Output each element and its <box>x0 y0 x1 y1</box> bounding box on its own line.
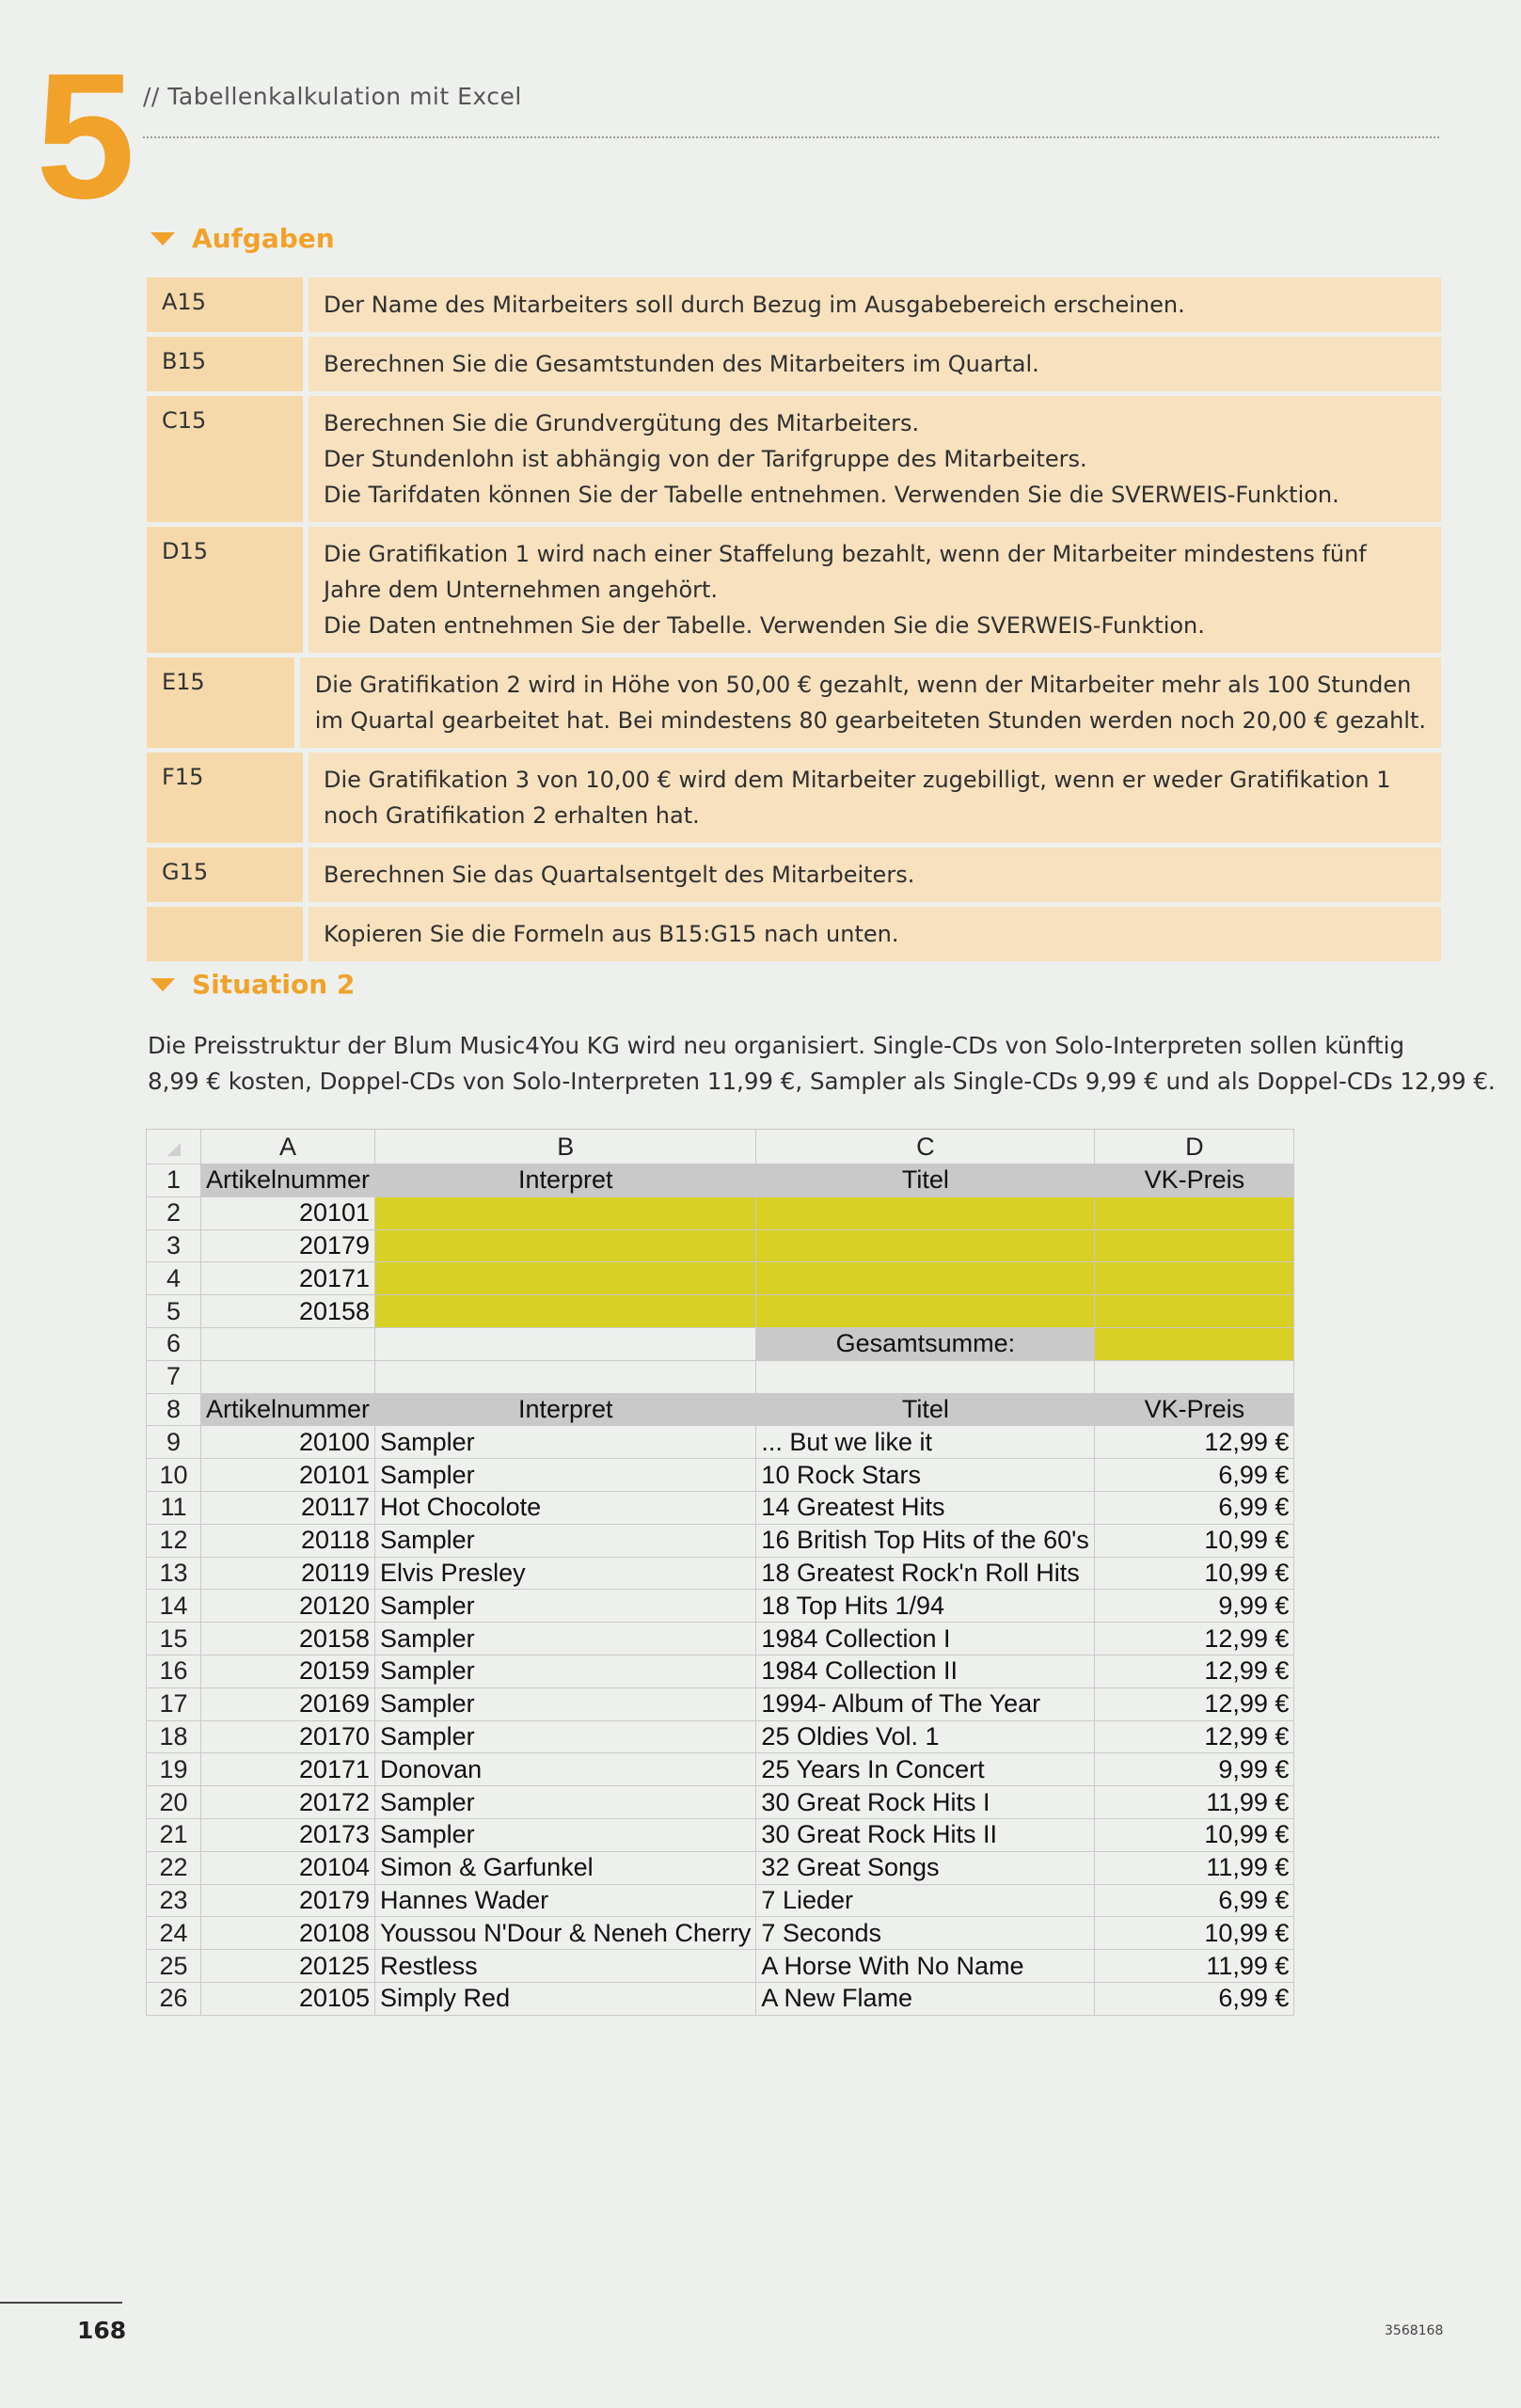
cell-titel[interactable]: 25 Years In Concert <box>756 1753 1095 1786</box>
cell-vk-preis[interactable]: 12,99 € <box>1095 1623 1294 1656</box>
cell-interpret-input[interactable] <box>375 1295 756 1328</box>
cell-artikelnummer[interactable]: 20173 <box>201 1818 375 1851</box>
task-row <box>147 657 1441 748</box>
row-header[interactable]: 16 <box>147 1655 201 1687</box>
task-description-line: Berechnen Sie die Grundvergütung des Mitarbeiters. <box>324 410 920 436</box>
cell-artikelnummer[interactable]: 20101 <box>201 1196 375 1229</box>
row-header[interactable]: 18 <box>147 1720 201 1753</box>
row-header[interactable]: 20 <box>147 1786 201 1819</box>
row-header[interactable]: 10 <box>147 1459 201 1492</box>
sheet-row <box>147 1196 1294 1229</box>
header-cell-vk-preis[interactable]: VK-Preis <box>1095 1393 1294 1426</box>
header-cell-interpret[interactable]: Interpret <box>375 1393 756 1426</box>
column-header-c[interactable]: C <box>756 1130 1095 1164</box>
task-description-line: Der Name des Mitarbeiters soll durch Bezug im Ausgabebereich erscheinen. <box>324 292 1185 318</box>
task-description <box>309 907 1441 961</box>
task-row <box>147 337 1441 391</box>
aufgaben-heading <box>151 223 335 254</box>
task-description-line: Die Gratifikation 3 von 10,00 € wird dem Mitarbeiter zugebilligt, wenn er weder Gratifikation 1 <box>324 767 1391 793</box>
sheet-row <box>147 1851 1294 1884</box>
sheet-row <box>147 1262 1294 1295</box>
task-description-line: Jahre dem Unternehmen angehört. <box>324 577 719 603</box>
cell-artikelnummer[interactable]: 20170 <box>201 1720 375 1753</box>
cell-titel[interactable]: ... But we like it <box>756 1426 1095 1459</box>
sheet-row <box>147 1917 1294 1950</box>
cell-artikelnummer[interactable]: 20158 <box>201 1623 375 1656</box>
row-header[interactable]: 7 <box>147 1360 201 1393</box>
triangle-down-icon <box>151 978 175 991</box>
row-header[interactable]: 3 <box>147 1229 201 1262</box>
cell-interpret[interactable]: Sampler <box>375 1459 756 1492</box>
sheet-row <box>147 1884 1294 1917</box>
cell-gesamtsumme-label[interactable]: Gesamtsumme: <box>756 1327 1095 1360</box>
sheet-row <box>147 1295 1294 1328</box>
sheet-row <box>147 1982 1294 2015</box>
cell-vk-preis[interactable]: 11,99 € <box>1095 1851 1294 1884</box>
cell-artikelnummer[interactable]: 20171 <box>201 1262 375 1295</box>
row-header[interactable]: 26 <box>147 1982 201 2015</box>
task-row <box>147 907 1441 961</box>
sheet-row <box>147 1229 1294 1262</box>
header-cell-artikelnummer[interactable]: Artikelnummer <box>201 1393 375 1426</box>
cell-interpret[interactable]: Sampler <box>375 1524 756 1557</box>
sheet-row <box>147 1720 1294 1753</box>
cell-interpret[interactable]: Simply Red <box>375 1982 756 2015</box>
cell-vk-preis[interactable]: 12,99 € <box>1095 1687 1294 1720</box>
cell-vk-preis[interactable]: 6,99 € <box>1095 1459 1294 1492</box>
sheet-row <box>147 1557 1294 1590</box>
situation-heading-label: Situation 2 <box>192 969 356 1000</box>
task-cell-ref: G15 <box>147 848 303 902</box>
cell-interpret[interactable]: Sampler <box>375 1687 756 1720</box>
row-header[interactable]: 5 <box>147 1295 201 1328</box>
cell-artikelnummer[interactable]: 20108 <box>201 1917 375 1950</box>
cell-vk-preis[interactable]: 10,99 € <box>1095 1818 1294 1851</box>
sheet-row <box>147 1426 1294 1459</box>
task-row <box>147 848 1441 902</box>
task-cell-ref: B15 <box>147 337 303 391</box>
task-description-line: Die Gratifikation 2 wird in Höhe von 50,00 € gezahlt, wenn der Mitarbeiter mehr als 100 Stunden <box>314 672 1412 698</box>
task-cell-ref: C15 <box>147 396 303 522</box>
cell-interpret[interactable]: Hannes Wader <box>375 1884 756 1917</box>
situation-heading <box>151 969 355 1000</box>
cell-interpret[interactable]: Sampler <box>375 1590 756 1623</box>
sheet-row <box>147 1327 1294 1360</box>
sheet-row <box>147 1818 1294 1851</box>
cell-artikelnummer[interactable]: 20120 <box>201 1590 375 1623</box>
row-header[interactable]: 23 <box>147 1884 201 1917</box>
task-cell-ref: D15 <box>147 527 303 653</box>
cell-titel[interactable]: 30 Great Rock Hits II <box>756 1818 1095 1851</box>
task-cell-ref: A15 <box>147 277 303 332</box>
task-description-line: Berechnen Sie die Gesamtstunden des Mitarbeiters im Quartal. <box>324 351 1039 377</box>
row-header[interactable]: 4 <box>147 1262 201 1295</box>
situation-line: 8,99 € kosten, Doppel-CDs von Solo-Interpreten 11,99 €, Sampler als Single-CDs 9,99 € und als Doppel-CDs 12,99 €. <box>148 1068 1496 1095</box>
row-header[interactable]: 19 <box>147 1753 201 1786</box>
cell-vk-preis-input[interactable] <box>1095 1196 1294 1229</box>
sheet-row <box>147 1655 1294 1687</box>
sheet-row <box>147 1786 1294 1819</box>
cell-vk-preis[interactable]: 12,99 € <box>1095 1426 1294 1459</box>
task-description-line: Der Stundenlohn ist abhängig von der Tarifgruppe des Mitarbeiters. <box>324 446 1087 472</box>
task-row <box>147 752 1441 843</box>
task-description <box>309 752 1441 843</box>
cell-titel[interactable]: 14 Greatest Hits <box>756 1491 1095 1524</box>
cell-artikelnummer[interactable]: 20172 <box>201 1786 375 1819</box>
row-header[interactable]: 17 <box>147 1687 201 1720</box>
cell-artikelnummer[interactable]: 20179 <box>201 1884 375 1917</box>
row-header[interactable]: 13 <box>147 1557 201 1590</box>
task-description <box>309 277 1441 332</box>
task-row <box>147 527 1441 653</box>
row-header[interactable]: 2 <box>147 1196 201 1229</box>
task-cell-ref <box>147 907 303 961</box>
cell-vk-preis[interactable]: 6,99 € <box>1095 1884 1294 1917</box>
situation-line: Die Preisstruktur der Blum Music4You KG wird neu organisiert. Single-CDs von Solo-Interpreten sollen künftig <box>148 1032 1405 1059</box>
running-header: // Tabellenkalkulation mit Excel <box>143 83 522 110</box>
row-header[interactable]: 11 <box>147 1491 201 1524</box>
sheet-row <box>147 1491 1294 1524</box>
task-description <box>309 848 1441 902</box>
header-cell-titel[interactable]: Titel <box>756 1164 1095 1197</box>
cell-titel[interactable]: 30 Great Rock Hits I <box>756 1786 1095 1819</box>
cell-empty[interactable] <box>201 1327 375 1360</box>
cell-vk-preis[interactable]: 9,99 € <box>1095 1753 1294 1786</box>
cell-interpret[interactable]: Sampler <box>375 1426 756 1459</box>
cell-titel[interactable]: 18 Greatest Rock'n Roll Hits <box>756 1557 1095 1590</box>
cell-vk-preis[interactable]: 6,99 € <box>1095 1982 1294 2015</box>
cell-interpret-input[interactable] <box>375 1196 756 1229</box>
cell-interpret[interactable]: Sampler <box>375 1786 756 1819</box>
cell-vk-preis[interactable]: 10,99 € <box>1095 1917 1294 1950</box>
sheet-corner[interactable] <box>147 1130 201 1164</box>
row-header[interactable]: 24 <box>147 1917 201 1950</box>
cell-vk-preis[interactable]: 12,99 € <box>1095 1655 1294 1687</box>
cell-titel[interactable]: A Horse With No Name <box>756 1950 1095 1983</box>
cell-artikelnummer[interactable]: 20117 <box>201 1491 375 1524</box>
cell-interpret[interactable]: Sampler <box>375 1623 756 1656</box>
row-header[interactable]: 9 <box>147 1426 201 1459</box>
tasks-table <box>147 277 1441 966</box>
cell-interpret[interactable]: Restless <box>375 1950 756 1983</box>
header-cell-interpret[interactable]: Interpret <box>375 1164 756 1197</box>
cell-artikelnummer[interactable]: 20158 <box>201 1295 375 1328</box>
task-row <box>147 277 1441 332</box>
cell-interpret[interactable]: Donovan <box>375 1753 756 1786</box>
task-description-line: noch Gratifikation 2 erhalten hat. <box>324 802 700 829</box>
cell-artikelnummer[interactable]: 20101 <box>201 1459 375 1492</box>
cell-vk-preis[interactable]: 9,99 € <box>1095 1590 1294 1623</box>
task-row <box>147 396 1441 522</box>
cell-vk-preis[interactable]: 10,99 € <box>1095 1557 1294 1590</box>
task-description-line: Berechnen Sie das Quartalsentgelt des Mitarbeiters. <box>324 862 915 888</box>
task-cell-ref: F15 <box>147 752 303 843</box>
cell-empty[interactable] <box>756 1360 1095 1393</box>
cell-titel[interactable]: 7 Seconds <box>756 1917 1095 1950</box>
task-description <box>309 337 1441 391</box>
task-description-line: im Quartal gearbeitet hat. Bei mindestens 80 gearbeiteten Stunden werden noch 20,00 € gezahlt. <box>314 707 1426 734</box>
column-header-d[interactable]: D <box>1095 1130 1294 1164</box>
cell-interpret[interactable]: Sampler <box>375 1720 756 1753</box>
cell-interpret-input[interactable] <box>375 1262 756 1295</box>
cell-vk-preis[interactable]: 6,99 € <box>1095 1491 1294 1524</box>
cell-interpret[interactable]: Simon & Garfunkel <box>375 1851 756 1884</box>
cell-empty[interactable] <box>1095 1360 1294 1393</box>
cell-titel[interactable]: 25 Oldies Vol. 1 <box>756 1720 1095 1753</box>
header-cell-vk-preis[interactable]: VK-Preis <box>1095 1164 1294 1197</box>
task-description <box>309 396 1441 522</box>
cell-interpret[interactable]: Youssou N'Dour & Neneh Cherry <box>375 1917 756 1950</box>
cell-interpret[interactable]: Sampler <box>375 1818 756 1851</box>
header-dotted-rule <box>143 136 1439 138</box>
cell-vk-preis[interactable]: 11,99 € <box>1095 1950 1294 1983</box>
sheet-row <box>147 1687 1294 1720</box>
cell-interpret[interactable]: Hot Chocolote <box>375 1491 756 1524</box>
select-all-icon <box>167 1143 181 1156</box>
cell-vk-preis-input[interactable] <box>1095 1262 1294 1295</box>
row-header[interactable]: 15 <box>147 1623 201 1656</box>
cell-empty[interactable] <box>375 1360 756 1393</box>
header-cell-artikelnummer[interactable]: Artikelnummer <box>201 1164 375 1197</box>
cell-artikelnummer[interactable]: 20125 <box>201 1950 375 1983</box>
cell-titel[interactable]: 18 Top Hits 1/94 <box>756 1590 1095 1623</box>
task-description-line: Kopieren Sie die Formeln aus B15:G15 nach unten. <box>324 921 899 947</box>
cell-artikelnummer[interactable]: 20118 <box>201 1524 375 1557</box>
column-header-a[interactable]: A <box>201 1130 375 1164</box>
cell-artikelnummer[interactable]: 20171 <box>201 1753 375 1786</box>
cell-artikelnummer[interactable]: 20179 <box>201 1229 375 1262</box>
aufgaben-heading-label: Aufgaben <box>192 223 335 254</box>
task-description-line: Die Tarifdaten können Sie der Tabelle entnehmen. Verwenden Sie die SVERWEIS-Funktion. <box>324 482 1339 508</box>
footer-rule <box>0 2302 122 2304</box>
cell-empty[interactable] <box>201 1360 375 1393</box>
cell-titel[interactable]: 1984 Collection II <box>756 1655 1095 1687</box>
header-cell-titel[interactable]: Titel <box>756 1393 1095 1426</box>
task-description-line: Die Daten entnehmen Sie der Tabelle. Verwenden Sie die SVERWEIS-Funktion. <box>324 612 1205 639</box>
cell-artikelnummer[interactable]: 20119 <box>201 1557 375 1590</box>
row-header[interactable]: 25 <box>147 1950 201 1983</box>
task-description-line: Die Gratifikation 1 wird nach einer Staffelung bezahlt, wenn der Mitarbeiter mindestens fünf <box>324 541 1367 567</box>
cell-titel[interactable]: 10 Rock Stars <box>756 1459 1095 1492</box>
row-header[interactable]: 21 <box>147 1818 201 1851</box>
cell-titel[interactable]: 1994- Album of The Year <box>756 1687 1095 1720</box>
cell-vk-preis[interactable]: 12,99 € <box>1095 1720 1294 1753</box>
sheet-row <box>147 1360 1294 1393</box>
column-header-b[interactable]: B <box>375 1130 756 1164</box>
cell-interpret[interactable]: Sampler <box>375 1655 756 1687</box>
cell-titel-input[interactable] <box>756 1196 1095 1229</box>
page-number: 168 <box>77 2317 127 2344</box>
sheet-row <box>147 1950 1294 1983</box>
cell-titel-input[interactable] <box>756 1262 1095 1295</box>
cell-titel[interactable]: 16 British Top Hits of the 60's <box>756 1524 1095 1557</box>
row-header[interactable]: 22 <box>147 1851 201 1884</box>
cell-artikelnummer[interactable]: 20100 <box>201 1426 375 1459</box>
row-header[interactable]: 1 <box>147 1164 201 1197</box>
task-cell-ref: E15 <box>147 657 294 748</box>
chapter-number: 5 <box>36 37 135 236</box>
task-description <box>309 527 1441 653</box>
sheet-row <box>147 1623 1294 1656</box>
sheet-row <box>147 1590 1294 1623</box>
product-code: 3568168 <box>1385 2323 1444 2338</box>
row-header[interactable]: 8 <box>147 1393 201 1426</box>
cell-titel[interactable]: 32 Great Songs <box>756 1851 1095 1884</box>
cell-titel-input[interactable] <box>756 1295 1095 1328</box>
sheet-row <box>147 1393 1294 1426</box>
row-header[interactable]: 12 <box>147 1524 201 1557</box>
cell-titel[interactable]: 7 Lieder <box>756 1884 1095 1917</box>
row-header[interactable]: 6 <box>147 1327 201 1360</box>
cell-titel[interactable]: A New Flame <box>756 1982 1095 2015</box>
cell-artikelnummer[interactable]: 20159 <box>201 1655 375 1687</box>
cell-vk-preis-input[interactable] <box>1095 1229 1294 1262</box>
cell-titel-input[interactable] <box>756 1229 1095 1262</box>
cell-artikelnummer[interactable]: 20104 <box>201 1851 375 1884</box>
sheet-row <box>147 1753 1294 1786</box>
cell-titel[interactable]: 1984 Collection I <box>756 1623 1095 1656</box>
cell-vk-preis[interactable]: 10,99 € <box>1095 1524 1294 1557</box>
spreadsheet <box>146 1129 1294 2016</box>
cell-vk-preis-input[interactable] <box>1095 1295 1294 1328</box>
cell-artikelnummer[interactable]: 20105 <box>201 1982 375 2015</box>
sheet-row <box>147 1524 1294 1557</box>
task-description <box>300 657 1441 748</box>
sheet-row <box>147 1164 1294 1197</box>
sheet-row <box>147 1459 1294 1492</box>
cell-empty[interactable] <box>375 1327 756 1360</box>
cell-gesamtsumme-value[interactable] <box>1095 1327 1294 1360</box>
row-header[interactable]: 14 <box>147 1590 201 1623</box>
cell-interpret-input[interactable] <box>375 1229 756 1262</box>
cell-artikelnummer[interactable]: 20169 <box>201 1687 375 1720</box>
cell-vk-preis[interactable]: 11,99 € <box>1095 1786 1294 1819</box>
cell-interpret[interactable]: Elvis Presley <box>375 1557 756 1590</box>
triangle-down-icon <box>151 232 175 246</box>
situation-paragraph <box>148 1028 1496 1100</box>
